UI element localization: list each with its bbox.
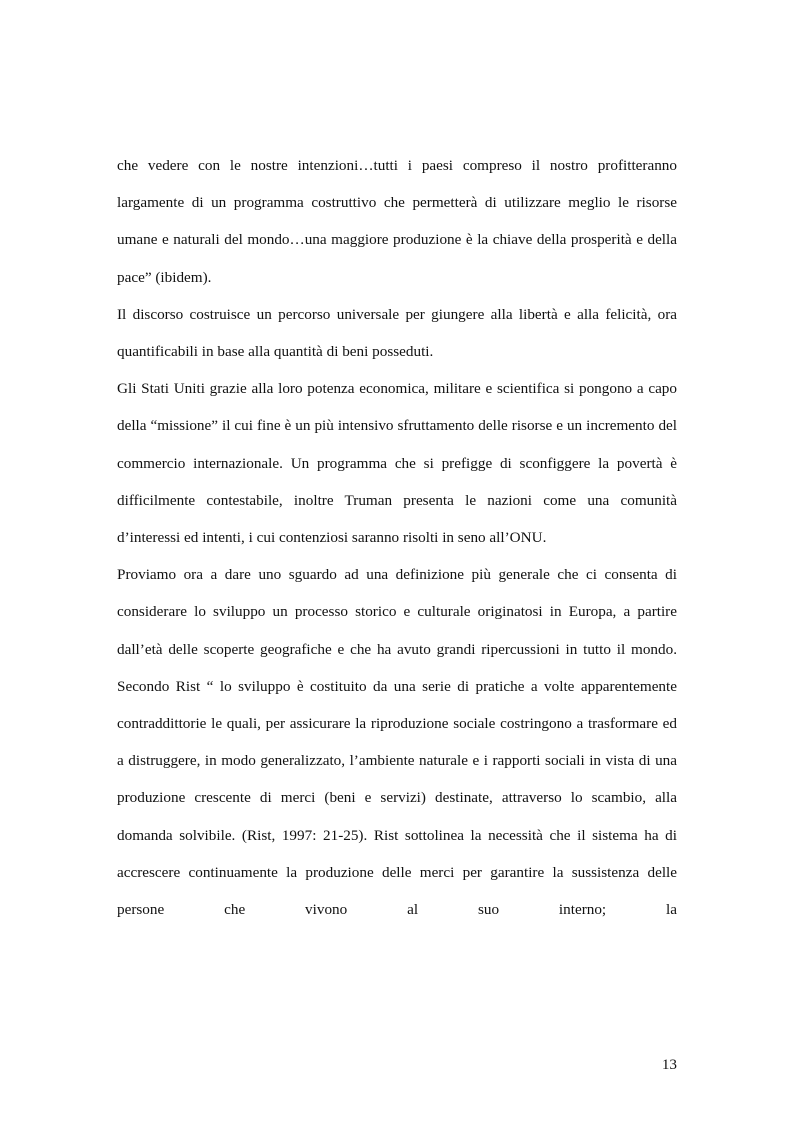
paragraph-3: Gli Stati Uniti grazie alla loro potenza economica, militare e scientifica si pongono a capo della “missione” il cui fine è un più intensivo sfruttamento delle risorse e un incremento del commercio internazionale. Un programma che si prefigge di sconfiggere la povertà è difficilmente contestabile, inoltre Truman presenta le nazioni come una comunità d’interessi ed intenti, i cui contenziosi saranno risolti in seno all’ONU. — [117, 380, 677, 547]
paragraph-4: Proviamo ora a dare uno sguardo ad una definizione più generale che ci consenta di considerare lo sviluppo un processo storico e culturale originatosi in Europa, a partire dall’età delle scoperte geografiche e che ha avuto grandi ripercussioni in tutto il mondo. Secondo Rist “ lo sviluppo è costituito da una serie di pratiche a volte apparentemente contraddittorie le quali, per assicurare la riproduzione sociale costringono a trasformare ed a distruggere, in modo generalizzato, l’ambiente naturale e i rapporti sociali in vista di una produzione crescente di merci (beni e servizi) destinate, attraverso lo scambio, alla domanda solvibile. (Rist, 1997: 21-25). Rist sottolinea la necessità che il sistema ha di accrescere continuamente la produzione delle merci per garantire la sussistenza delle persone che vivono al suo interno; la — [117, 566, 677, 919]
body-text — [117, 147, 677, 928]
paragraph-2: Il discorso costruisce un percorso universale per giungere alla libertà e alla felicità, ora quantificabili in base alla quantità di beni posseduti. — [117, 305, 677, 361]
paragraph-1: che vedere con le nostre intenzioni…tutti i paesi compreso il nostro profitteranno largamente di un programma costruttivo che permetterà di utilizzare meglio le risorse umane e naturali del mondo…una maggiore produzione è la chiave della prosperità e della pace” (ibidem). — [117, 157, 677, 286]
page-number: 13 — [661, 1056, 677, 1073]
